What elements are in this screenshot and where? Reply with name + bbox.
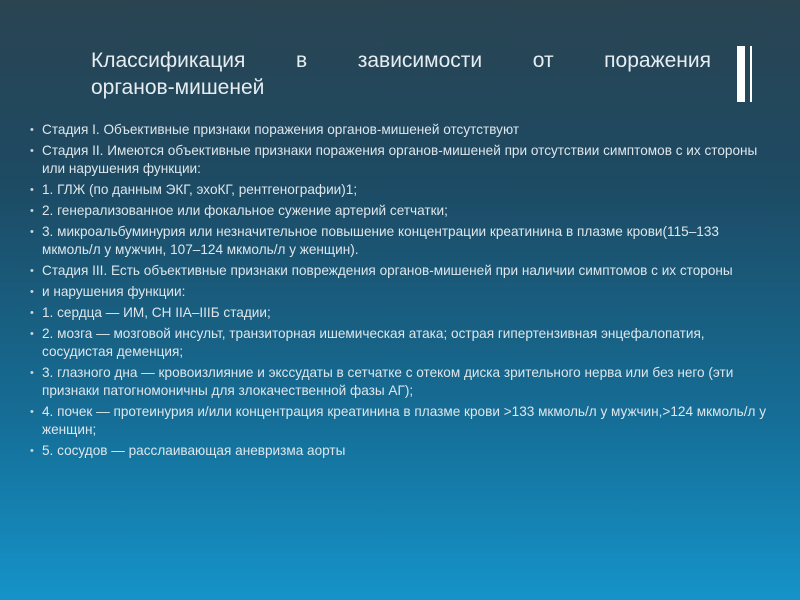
list-item-text: 3. микроальбуминурия или незначительное повышение концентрации креатинина в плазме крови(115–133 мкмоль/л у мужчин, 107–124 мкмоль/л у женщин).	[42, 224, 719, 257]
bullet-icon: •	[30, 265, 34, 277]
list-item-text: Стадия I. Объективные признаки поражения органов-мишеней отсутствуют	[42, 122, 520, 137]
list-item	[27, 181, 767, 199]
list-item	[27, 121, 767, 139]
bullet-icon: •	[30, 184, 34, 196]
list-item-text: и нарушения функции:	[42, 284, 186, 299]
decorative-bars	[737, 46, 757, 102]
bullet-icon: •	[30, 328, 34, 340]
bullet-icon: •	[30, 406, 34, 418]
bullet-icon: •	[30, 286, 34, 298]
list-item-text: 1. ГЛЖ (по данным ЭКГ, эхоКГ, рентгенографии)1;	[42, 182, 358, 197]
list-item-text: Стадия III. Есть объективные признаки повреждения органов-мишеней при наличии симптомов с их стороны	[42, 263, 733, 278]
list-item	[27, 325, 767, 361]
list-item	[27, 364, 767, 400]
bullet-icon: •	[30, 226, 34, 238]
list-item-text: 5. сосудов — расслаивающая аневризма аорты	[42, 443, 346, 458]
list-item	[27, 202, 767, 220]
bullet-icon: •	[30, 307, 34, 319]
bullet-list	[27, 121, 767, 463]
decorative-bar-thick	[737, 46, 745, 102]
bullet-icon: •	[30, 367, 34, 379]
list-item-text: 4. почек — протеинурия и/или концентрация креатинина в плазме крови >133 мкмоль/л у мужчин,>124 мкмоль/л у женщин;	[42, 404, 766, 437]
slide-title-line-2: органов-мишеней	[91, 76, 265, 99]
list-item-text: Стадия II. Имеются объективные признаки поражения органов-мишеней при отсутствии симптомов с их стороны или нарушения функции:	[42, 143, 758, 176]
bullet-icon: •	[30, 205, 34, 217]
list-item	[27, 442, 767, 460]
list-item	[27, 304, 767, 322]
bullet-icon: •	[30, 145, 34, 157]
list-item-text: 3. глазного дна — кровоизлияние и экссудаты в сетчатке с отеком диска зрительного нерва или без него (эти признаки патогномоничны для злокачественной фазы АГ);	[42, 365, 734, 398]
list-item-text: 1. сердца — ИМ, СН IIA–IIIБ стадии;	[42, 305, 271, 320]
list-item	[27, 283, 767, 301]
slide-title	[91, 47, 711, 101]
list-item	[27, 403, 767, 439]
list-item	[27, 223, 767, 259]
bullet-icon: •	[30, 124, 34, 136]
slide-title-line-1: Классификация в зависимости от поражения	[91, 49, 711, 72]
list-item	[27, 262, 767, 280]
bullet-icon: •	[30, 445, 34, 457]
list-item	[27, 142, 767, 178]
decorative-bar-thin	[750, 46, 752, 102]
list-item-text: 2. генерализованное или фокальное сужение артерий сетчатки;	[42, 203, 448, 218]
list-item-text: 2. мозга — мозговой инсульт, транзиторная ишемическая атака; острая гипертензивная энцефалопатия, сосудистая деменция;	[42, 326, 705, 359]
